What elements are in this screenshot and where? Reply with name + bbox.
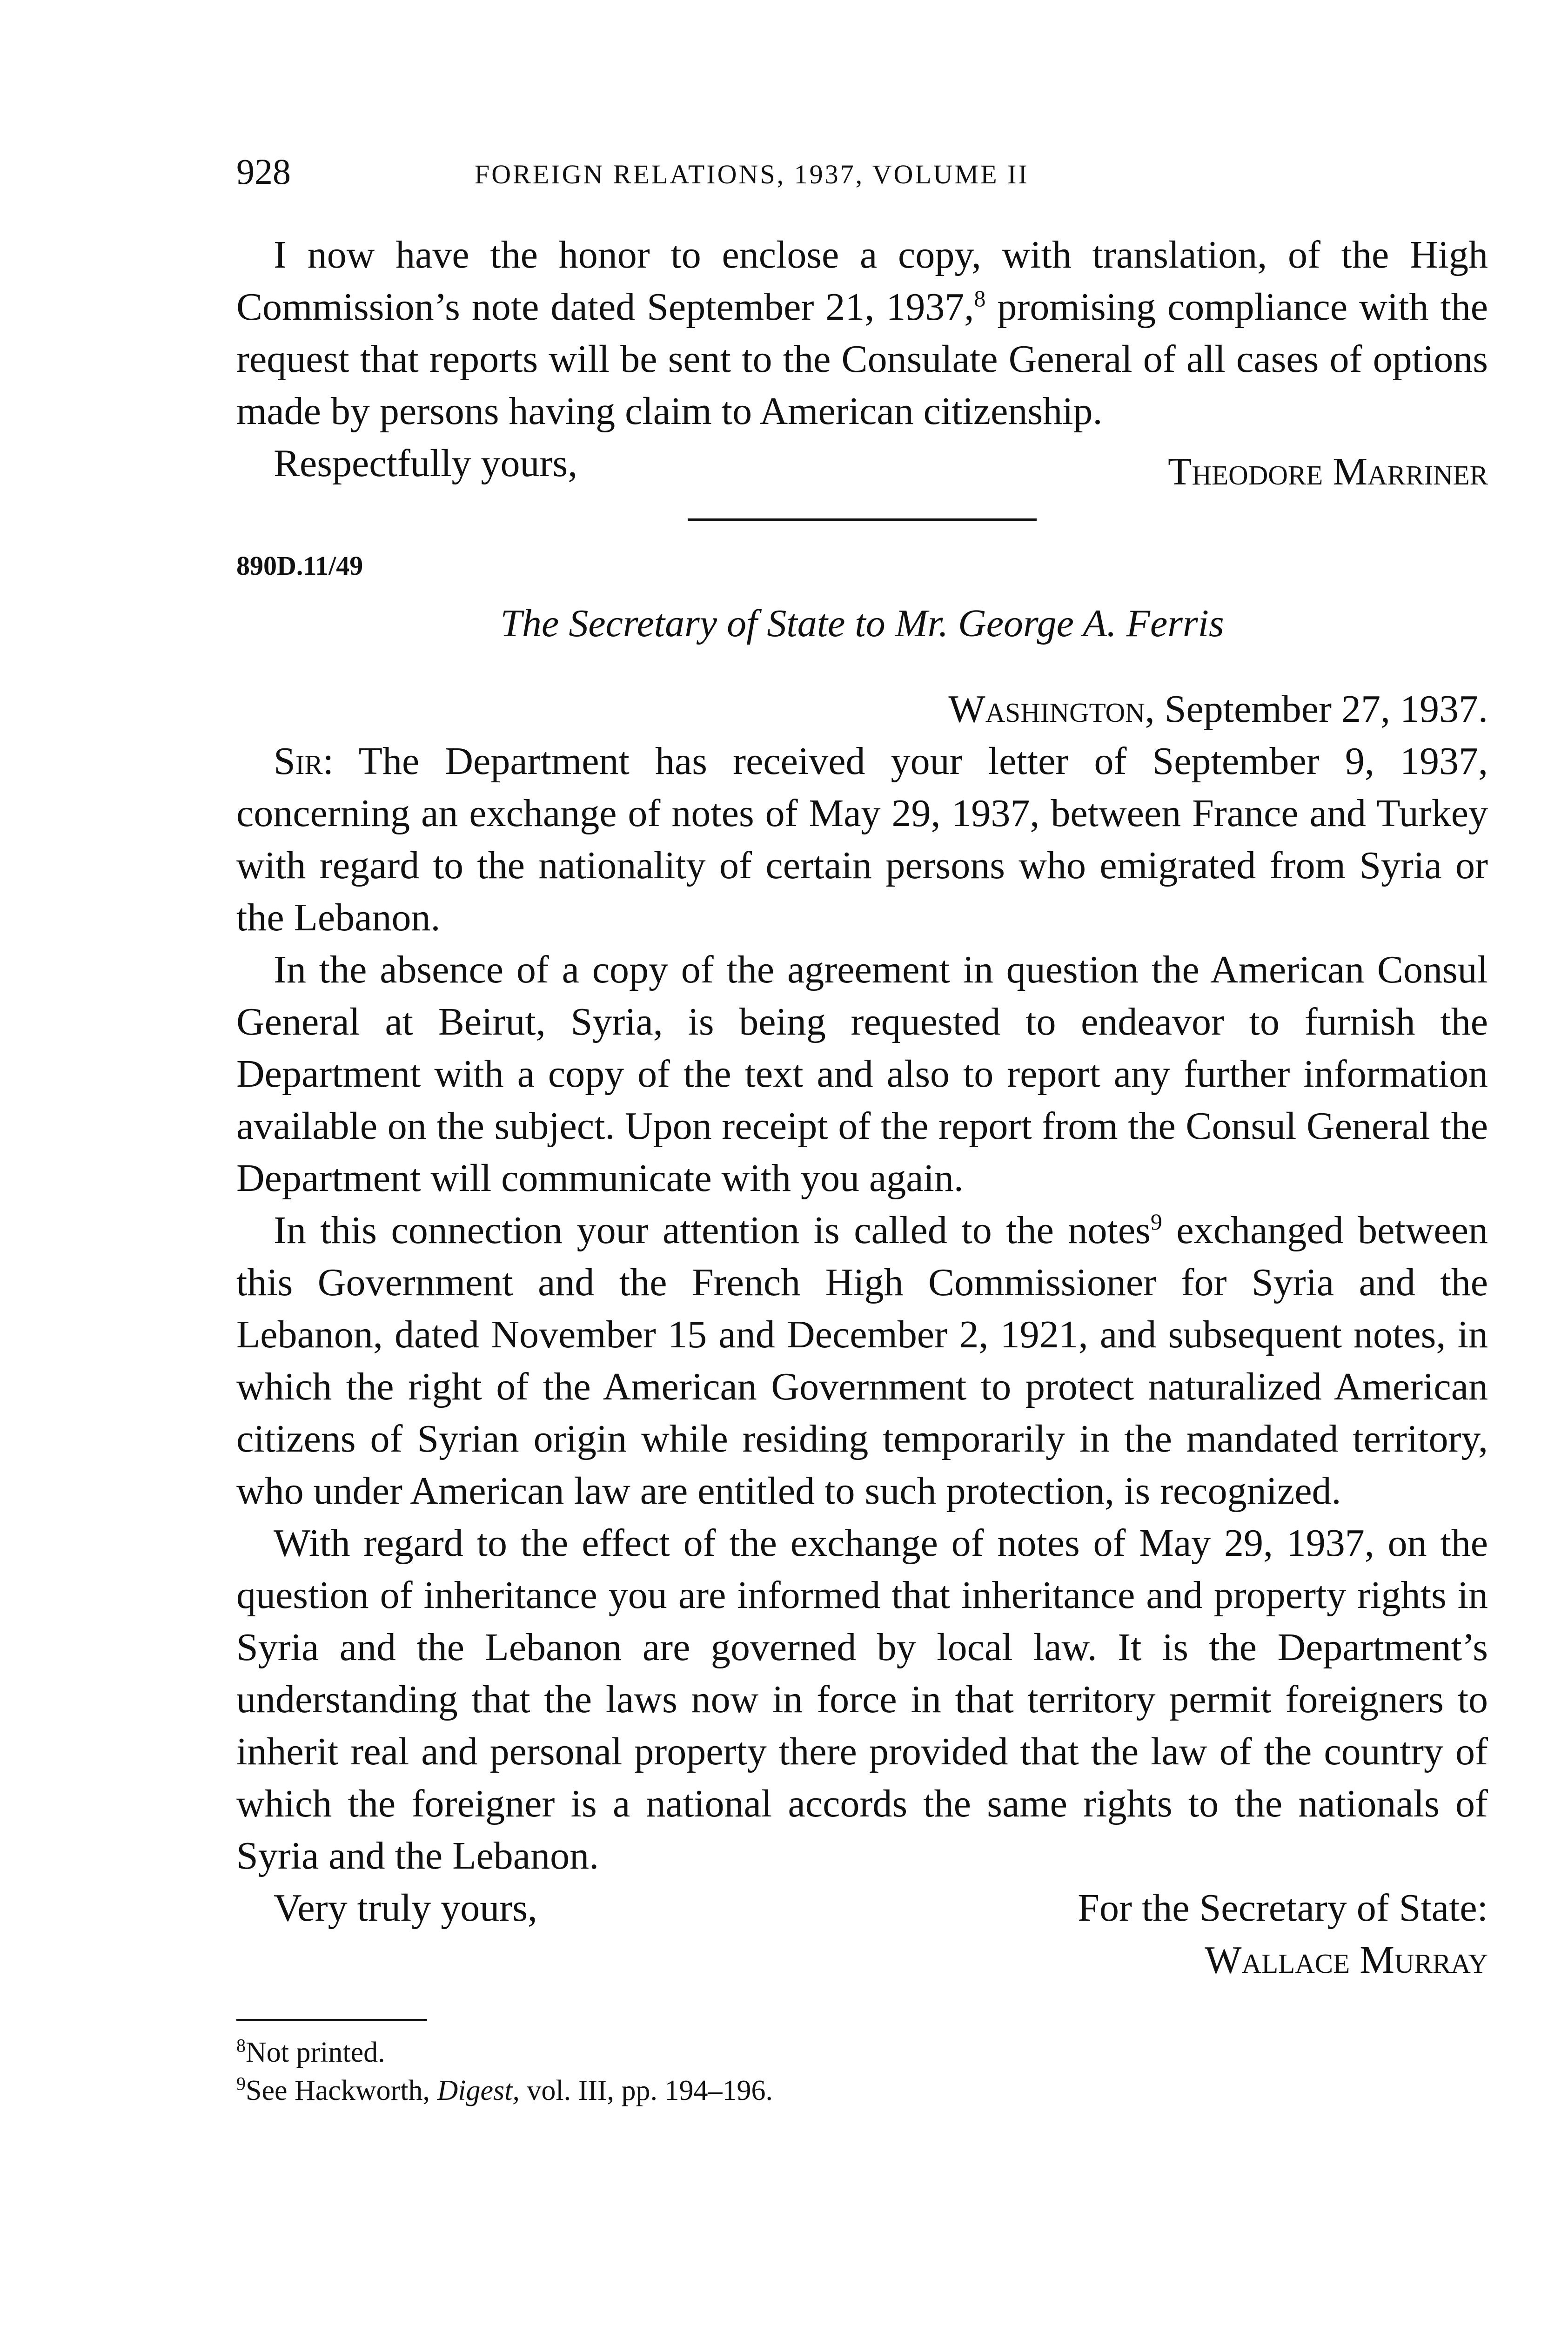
letter-paragraph-4: With regard to the effect of the exchange of notes of May 29, 1937, on the question of inheritance you are informed that inheritance and property rights in Syria and the Lebanon are governed by local law. It is the Department’s understanding that the laws now in force in that territory permit foreigners to inherit real and personal property there provided that the law of the country of which the foreigner is a national accords the same rights to the nationals of Syria and the Lebanon. <box>236 1521 1488 1877</box>
letter-paragraph-3-text-a: In this connection your attention is called to the notes <box>274 1209 1151 1252</box>
opening-closing-row <box>236 437 1488 493</box>
letter-paragraph-2: In the absence of a copy of the agreement in question the American Consul General at Beirut, Syria, is being requested to endeavor to furnish the Department with a copy of the text and also to report any further information available on the subject. Upon receipt of the report from the Consul General the Department will communicate with you again. <box>236 948 1488 1200</box>
opening-closing: Respectfully yours, <box>274 442 578 485</box>
letter-signature: Wallace Murray <box>1205 1938 1488 1982</box>
letter-paragraph-1 <box>236 735 1488 944</box>
footnote-9-italic: Digest, <box>437 2075 520 2106</box>
opening-text-b: promising compliance with the request that reports will be sent to the Consulate General of all cases of options made by persons having claim to American citizenship. <box>236 285 1488 433</box>
footnote-ref-8: 8 <box>974 285 986 311</box>
page-number: 928 <box>236 151 291 192</box>
page-header <box>236 151 1488 209</box>
page-content <box>236 151 1488 2110</box>
footnote-8-text: Not printed. <box>246 2037 385 2068</box>
running-head: FOREIGN RELATIONS, 1937, VOLUME II <box>475 159 1029 189</box>
footnote-rule <box>236 2019 427 2021</box>
footnote-8-mark: 8 <box>236 2035 246 2056</box>
opening-paragraph <box>236 229 1488 437</box>
letter-paragraph-3 <box>236 1204 1488 1517</box>
document-title: The Secretary of State to Mr. George A. Ferris <box>500 602 1224 645</box>
dateline-date: September 27, 1937. <box>1154 687 1488 731</box>
letter-paragraph-3-text-b: exchanged between this Government and the French High Commissioner for Syria and the Lebanon, dated November 15 and December 2, 1921, and subsequent notes, in which the right of the American Government to protect naturalized American citizens of Syrian origin while residing temporarily in the mandated territory, who under American law are entitled to such protection, is recognized. <box>236 1209 1488 1513</box>
opening-text-a: I now have the honor to enclose a copy, with translation, of the High Commission’s note dated September 21, 1937, <box>236 233 1488 329</box>
footnote-9-text-a: See Hackworth, <box>246 2075 437 2106</box>
letter-closing: Very truly yours, <box>274 1886 537 1930</box>
opening-signature: Theodore Marriner <box>1168 450 1488 493</box>
footnote-ref-9: 9 <box>1150 1209 1162 1235</box>
file-number: 890D.11/49 <box>236 551 363 581</box>
footnote-9-mark: 9 <box>236 2073 246 2094</box>
section-separator <box>688 518 1037 521</box>
footnote-8 <box>236 2033 1488 2071</box>
dateline-place: Washington, <box>948 687 1155 731</box>
letter-paragraph-1-text: The Department has received your letter of September 9, 1937, concerning an exchange of notes of May 29, 1937, between France and Turkey with regard to the nationality of certain persons who emigrated from Syria or the Lebanon. <box>236 740 1488 939</box>
letter-closing-row <box>236 1882 1488 1934</box>
for-secretary-line: For the Secretary of State: <box>1078 1886 1488 1930</box>
footnote-9-text-b: vol. III, pp. 194–196. <box>519 2075 773 2106</box>
dateline <box>236 683 1488 735</box>
footnote-9 <box>236 2071 1488 2110</box>
salutation: Sir: <box>274 740 334 783</box>
